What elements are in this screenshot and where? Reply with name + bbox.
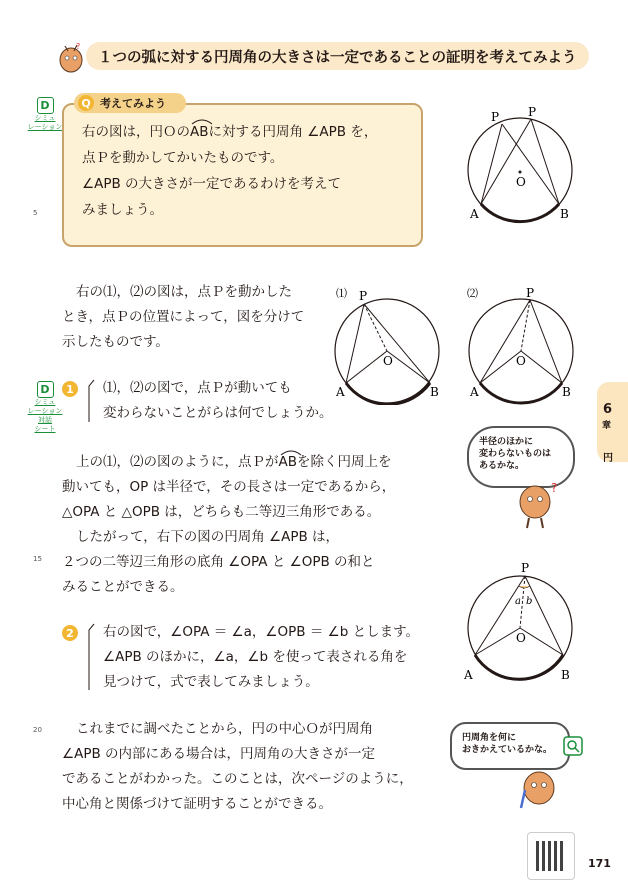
label-a: A [336,385,345,399]
simulation-link[interactable]: D シミュ レーション [27,99,63,131]
d-icon: D [37,381,54,398]
item-2-text: 右の図で，∠OPA ＝ ∠a，∠OPB ＝ ∠b とします。 ∠APB のほかに，∠a，∠b を使って表される角を 見つけて，式で表してみましょう。 [103,624,420,690]
item-1-text: ⑴，⑵の図で，点Ｐが動いても 変わらないことがらは何でしょうか。 [103,380,333,421]
mascot-pencil-icon [515,760,565,812]
hint-bubble-1: 半径のほかに 変わらないものは あるかな。 [467,426,575,488]
case2-label: ⑵ [467,287,478,300]
label-b: B [560,207,569,221]
q-icon: Q [78,95,94,111]
figure-case-1 [330,285,445,405]
arc-ab: AB [279,450,298,475]
label-o: O [383,354,393,368]
question-text: 右の図は，円Ｏの ABに対する円周角 ∠APB を， 点Ｐを動かしてかいたものです。 ∠APB の大きさが一定であるわけを考えて みましょう。 [82,119,377,223]
label-o: O [516,631,526,645]
svg-text:?: ? [551,481,558,495]
figure-overview [455,100,585,230]
label-b: B [562,385,571,399]
line-number: 20 [33,726,42,734]
label-a: A [470,207,479,221]
line-number: 15 [33,555,42,563]
chapter-title: 円 [603,453,613,464]
figure-case-2 [462,285,582,405]
chapter-number: 6 [603,402,613,417]
item-number-1: 1 [62,381,78,397]
label-a: A [470,385,479,399]
label-b: B [561,668,570,682]
mascot-thinking-icon [507,470,567,530]
page-number: 171 [588,857,611,870]
item-number-2: 2 [62,625,78,641]
section-banner: １つの弧に対する円周角の大きさは一定であることの証明を考えてみよう [86,42,589,70]
svg-text:?: ? [76,42,81,51]
paragraph-3: これまでに調べたことから，円の中心Ｏが円周角 ∠APB の内部にある場合は，円周角の大きさが一定 であることがわかった。このことは，次ページのように， 中心角と関係づけて証明することができる。 [62,721,413,812]
d-icon: D [37,97,54,114]
label-p: P [526,286,535,300]
question-tab: Q 考えてみよう [74,93,186,113]
simulation-dialogue-link[interactable]: D シミュ レーション 対話 シート [27,383,63,433]
case1-label: ⑴ [336,287,347,300]
chapter-unit: 章 [602,421,612,431]
figure-angles [455,560,585,685]
arc-ab: AB [190,119,209,145]
bracket-icon [86,378,96,424]
label-p: P [359,289,368,303]
label-o: O [516,354,526,368]
label-b: B [430,385,439,399]
qr-code[interactable] [527,832,575,880]
label-p: P [521,561,530,575]
bracket-icon [86,622,96,692]
magnifier-icon[interactable] [563,736,583,756]
paragraph-2: 上の⑴，⑵の図のように，点Ｐが ABを除く円周上を 動いても，OP は半径で，その長さは一定であるから， △OPA と △OPB は，どちらも二等辺三角形である。 したがって，右下の図の円周角 ∠APB は， ２つの二等辺三角形の底角 ∠OPA と ∠OPB の和と みることができる。 [62,450,395,600]
paragraph-1: 右の⑴，⑵の図は，点Ｐを動かした とき，点Ｐの位置によって，図を分けて 示したものです。 [62,284,305,350]
label-a: A [464,668,473,682]
label-o: O [516,175,526,189]
label-a-angle: a [515,596,521,607]
line-number: 5 [33,209,38,217]
label-p2: P [528,105,537,119]
hint-bubble-2: 円周角を何に おきかえているかな。 [450,722,570,770]
mascot-icon [56,40,86,74]
label-b-angle: b [526,596,533,607]
label-p1: P [491,110,500,124]
